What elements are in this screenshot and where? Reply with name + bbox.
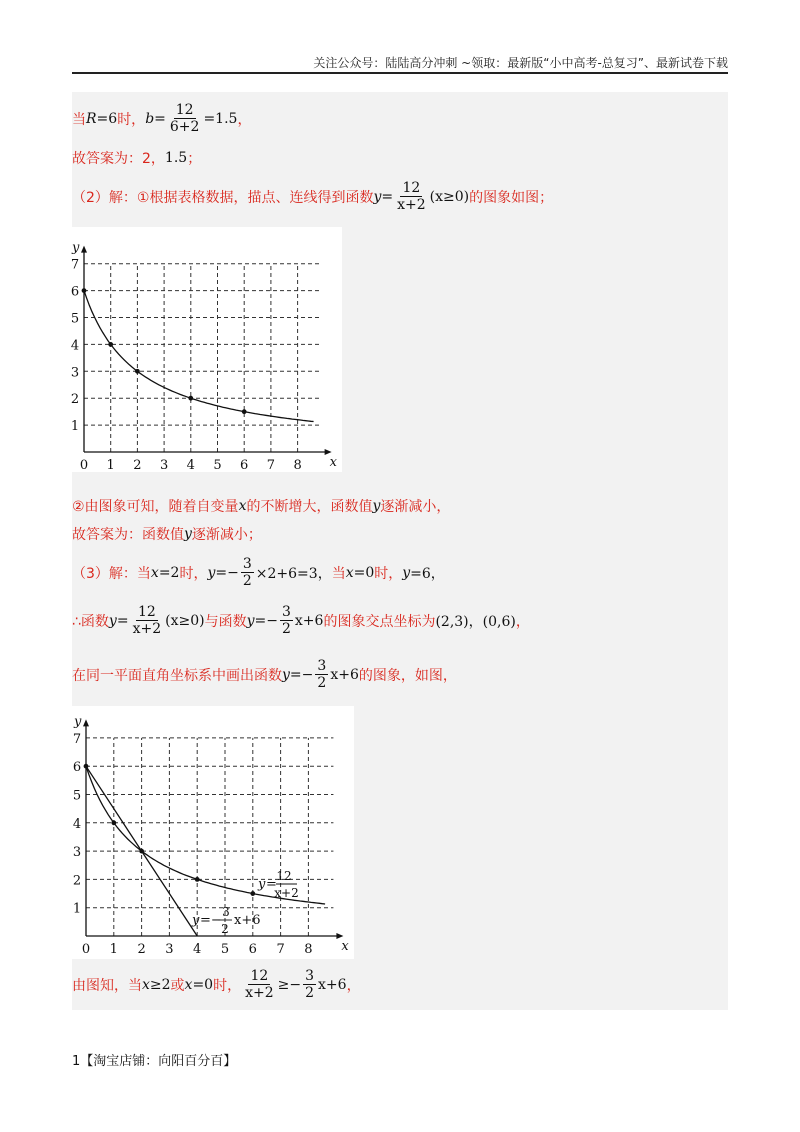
text: ； [187, 151, 202, 167]
label-numerator: 3 [222, 905, 230, 919]
var-x: x [238, 498, 247, 514]
y-tick-label: 7 [72, 731, 82, 747]
y-axis-label: y [74, 714, 82, 730]
text: ∴函数 [72, 613, 109, 630]
label-denominator: x+2 [274, 886, 299, 900]
y-tick-label: 1 [70, 419, 80, 435]
math: =− [215, 564, 239, 581]
y-tick-label: 2 [70, 392, 80, 408]
fraction [280, 604, 293, 637]
x-tick-label: 4 [193, 942, 202, 957]
y-tick-label: 1 [72, 901, 82, 917]
x-tick-label: 5 [213, 458, 222, 473]
y-tick-label: 4 [72, 816, 82, 832]
fraction [243, 968, 276, 1001]
fraction [315, 658, 328, 691]
text: ， [515, 613, 530, 630]
text: 时， [117, 111, 146, 128]
math: =6 [96, 110, 118, 127]
denominator: x+2 [245, 985, 274, 1001]
x-tick-label: 8 [293, 458, 302, 473]
numerator: 12 [175, 102, 194, 118]
y-tick-label: 6 [70, 284, 80, 300]
y-tick-label: 5 [72, 788, 82, 804]
text: 由图知，当 [72, 977, 142, 994]
numerator: 12 [137, 604, 156, 620]
denominator: 2 [281, 621, 291, 637]
y-tick-label: 7 [70, 257, 80, 273]
text: 在同一平面直角坐标系中画出函数 [72, 667, 282, 684]
x-axis-label: x [341, 939, 349, 954]
math: =− [289, 666, 314, 683]
x-tick-label: 8 [304, 942, 313, 957]
text: （2）解：①根据表格数据，描点、连线得到函数 [72, 189, 374, 206]
line-9 [72, 968, 361, 1001]
x-tick-label: 7 [276, 942, 285, 957]
math: =− [254, 612, 278, 629]
math: ×2+6=3， [255, 565, 332, 582]
x-tick-label: 7 [266, 458, 276, 473]
fraction [303, 968, 316, 1001]
math: = [116, 612, 129, 629]
x-tick-label: 1 [106, 458, 115, 473]
data-point [108, 342, 113, 347]
math: x+6 [318, 976, 347, 993]
x-tick-label: 3 [159, 458, 169, 473]
x-tick-label: 6 [248, 942, 257, 957]
x-tick-label: 1 [109, 942, 118, 957]
var-y: y [402, 564, 411, 581]
math: (x≥0) [165, 612, 205, 629]
text: 逐渐减小； [191, 527, 262, 543]
var-x: x [345, 564, 354, 581]
text: 时， [179, 565, 208, 582]
var-y: y [108, 612, 117, 629]
curve-reciprocal [86, 766, 325, 904]
var-r: R [86, 110, 97, 127]
line-6 [72, 556, 445, 589]
text: ， [346, 977, 361, 994]
line-4 [72, 496, 450, 516]
math: 1.5 [164, 150, 188, 166]
y-axis-label: y [72, 240, 80, 256]
data-point [242, 409, 247, 414]
x-tick-label: 6 [240, 458, 249, 473]
text: 当 [331, 565, 346, 582]
numerator: 12 [402, 180, 421, 196]
var-b: b [145, 110, 155, 127]
y-tick-label: 3 [70, 365, 80, 381]
math: (2,3)，(0,6) [435, 613, 516, 630]
text: 逐渐减小， [380, 499, 451, 515]
y-tick-label: 5 [70, 311, 80, 327]
fraction [241, 556, 254, 589]
label-eq: =− [200, 913, 222, 928]
solution-content [72, 92, 728, 1010]
x-tick-label: 2 [133, 458, 142, 473]
x-axis-label: x [329, 455, 337, 470]
math: =0 [192, 976, 214, 993]
numerator: 3 [242, 556, 252, 572]
line-8 [72, 658, 457, 691]
label-var-y: y [258, 877, 266, 892]
x-tick-label: 4 [186, 458, 195, 473]
math: ≥− [277, 976, 302, 993]
graph-intersection [72, 706, 354, 959]
label-denominator: 2 [221, 922, 229, 936]
x-tick-label: 0 [79, 458, 89, 473]
x-tick-label: 3 [165, 942, 174, 957]
line-2 [72, 148, 201, 168]
header-rule [72, 72, 728, 74]
data-point [82, 288, 87, 293]
curve-reciprocal [84, 291, 314, 422]
line-3 [72, 180, 553, 213]
data-point [135, 369, 140, 374]
denominator: x+2 [132, 621, 162, 637]
numerator: 3 [281, 604, 291, 620]
line-1 [72, 102, 251, 135]
text: 的不断增大，函数值 [246, 499, 373, 515]
text: 当 [72, 111, 86, 128]
y-axis-arrow [81, 246, 87, 253]
x-tick-label: 0 [81, 942, 91, 957]
var-x: x [184, 976, 193, 993]
y-axis-arrow [83, 719, 89, 726]
fraction [395, 180, 428, 213]
math: =6， [410, 565, 445, 582]
denominator: 6+2 [169, 119, 200, 135]
var-y: y [373, 188, 382, 205]
math: =2 [158, 564, 180, 581]
text: 或 [170, 977, 185, 994]
text: （3）解：当 [72, 565, 151, 582]
footer-text: 1【淘宝店铺：向阳百分百】 [72, 1054, 237, 1069]
label-eq: = [266, 877, 277, 892]
text: 与函数 [204, 613, 247, 630]
denominator: 2 [317, 675, 327, 691]
line-7 [72, 604, 530, 637]
var-y: y [372, 498, 381, 514]
math: (x≥0) [429, 188, 470, 205]
fraction [131, 604, 164, 637]
data-point [111, 820, 116, 825]
y-tick-label: 6 [72, 760, 82, 776]
text: 时， [374, 565, 403, 582]
y-tick-label: 4 [70, 338, 80, 354]
var-y: y [184, 526, 192, 542]
data-point [188, 396, 193, 401]
text: 故答案为：2， [72, 151, 165, 167]
fraction [168, 102, 202, 135]
math: =1.5 [203, 110, 238, 127]
text: ②由图象可知，随着自变量 [72, 499, 239, 515]
y-tick-label: 2 [72, 873, 82, 889]
line-5 [72, 524, 262, 544]
text: ， [237, 111, 252, 128]
numerator: 3 [317, 658, 327, 674]
line-label [191, 905, 261, 936]
data-point [250, 891, 255, 896]
text: 的图象如图； [469, 189, 554, 206]
var-y: y [246, 612, 255, 629]
data-point [195, 877, 200, 882]
y-tick-label: 3 [72, 845, 82, 861]
graph-reciprocal [72, 227, 342, 472]
label-numerator: 12 [276, 869, 292, 883]
text: 时， [213, 977, 242, 994]
text: 的图象交点坐标为 [323, 613, 436, 630]
x-tick-label: 2 [137, 942, 146, 957]
math: x+6 [294, 612, 324, 629]
label-var-y: y [192, 913, 200, 928]
math: ≥2 [149, 976, 171, 993]
math: = [154, 110, 166, 127]
text: 的图象，如图， [358, 667, 457, 684]
denominator: x+2 [397, 197, 426, 213]
numerator: 12 [250, 968, 269, 984]
var-y: y [282, 666, 290, 683]
x-tick-label: 5 [220, 942, 230, 957]
math: =0 [353, 564, 375, 581]
var-x: x [150, 564, 159, 581]
math: = [381, 188, 394, 205]
var-x: x [142, 976, 150, 993]
numerator: 3 [305, 968, 315, 984]
denominator: 2 [305, 985, 315, 1001]
math: x+6 [330, 666, 359, 683]
header-text: 关注公众号：陆陆高分冲刺 ~领取：最新版“小中高考-总复习”、最新试卷下载 [313, 56, 728, 70]
var-y: y [207, 564, 216, 581]
text: 故答案为：函数值 [72, 527, 184, 543]
label-expression: x+6 [234, 913, 261, 928]
denominator: 2 [242, 573, 252, 589]
